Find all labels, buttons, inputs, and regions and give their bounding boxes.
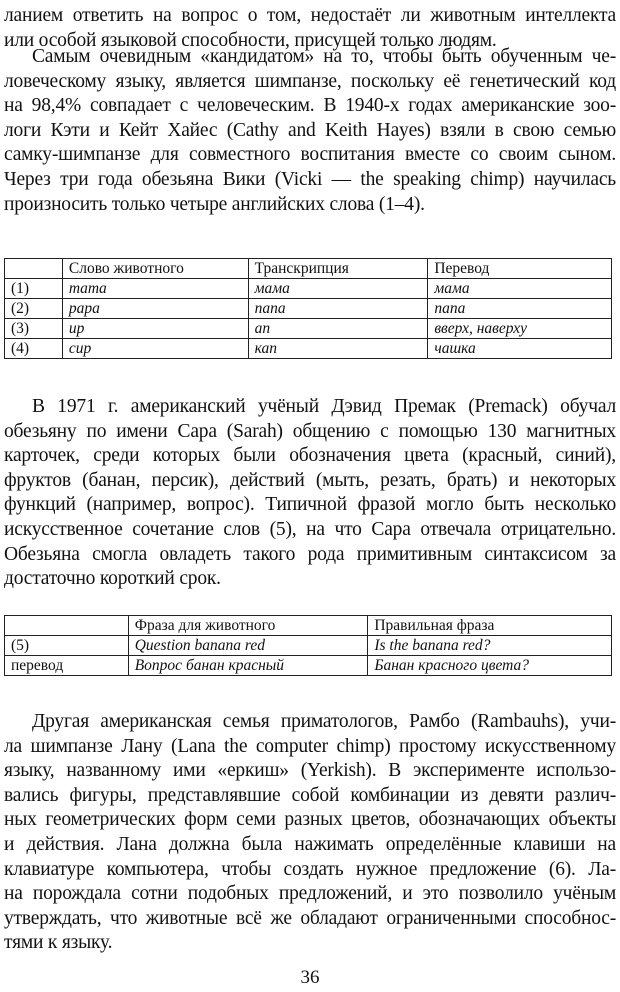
text-line: В 1971 г. американский учёный Дэвид Премак (Premack) обучал [32, 396, 616, 417]
table-cell: (1) [5, 279, 63, 299]
table-header-cell: Транскрипция [248, 259, 428, 279]
table-header-cell [5, 259, 63, 279]
table-cell: ап [248, 319, 428, 339]
phrase-table [4, 615, 612, 676]
text-line: обезьяну по имени Сара (Sarah) общению с помощью 130 магнитных [4, 420, 616, 442]
table-cell: Банан красного цвета? [368, 656, 612, 676]
table-row [5, 279, 612, 299]
text-line: вались фигуры, представлявшие собой комбинации из девяти различ- [4, 784, 616, 806]
table-header-cell: Перевод [428, 259, 612, 279]
table-cell: чашка [428, 339, 612, 359]
table-cell: Is the banana red? [368, 636, 612, 656]
text-line: языку, названному ими «еркиш» (Yerkish). В эксперименте использо- [4, 760, 616, 782]
text-line: искусственное сочетание слов (5), на что Сара отвечала отрицательно. [4, 518, 616, 540]
table-cell: (3) [5, 319, 63, 339]
text-line: ланием ответить на вопрос о том, недостаёт ли животным интеллекта [4, 5, 616, 26]
table-header-cell: Слово животного [62, 259, 248, 279]
text-line: самку-шимпанзе для совместного воспитания вместе со своим сыном. [4, 144, 616, 166]
text-line: или особой языковой способности, присущей только людям. [4, 29, 497, 51]
text-line: фруктов (банан, персик), действий (мыть, резать, брать) и некоторых [4, 469, 616, 491]
table-row [5, 319, 612, 339]
paragraph-3 [4, 395, 616, 592]
text-line: и действия. Лана должна была нажимать определённые клавиши на [4, 833, 616, 855]
text-line: Обезьяна смогла овладеть такого рода примитивным синтаксисом за [4, 543, 616, 565]
text-line: произносить только четыре английских слова (1–4). [4, 193, 425, 215]
table-header-cell [5, 616, 129, 636]
text-line: Самым очевидным «кандидатом» на то, чтобы быть обученным че- [32, 46, 616, 67]
text-line: ла шимпанзе Лану (Lana the computer chimp) простому искусственному [4, 735, 616, 757]
paragraph-2 [4, 45, 616, 217]
page-number: 36 [300, 967, 320, 988]
table-cell: мама [428, 279, 612, 299]
vocabulary-table [4, 258, 612, 359]
table-cell: (4) [5, 339, 63, 359]
table-row [5, 299, 612, 319]
text-line: тями к языку. [4, 932, 113, 954]
paragraph-4 [4, 710, 616, 956]
text-line: клавиатуре компьютера, чтобы создать нужное предложение (6). Ла- [4, 858, 616, 880]
text-line: Другая американская семья приматологов, Рамбо (Rambauhs), учи- [32, 711, 616, 732]
table-cell: кап [248, 339, 428, 359]
text-line: карточек, среди которых были обозначения цвета (красный, синий), [4, 445, 616, 467]
text-line: логи Кэти и Кейт Хайес (Cathy and Keith Hayes) взяли в свою семью [4, 119, 616, 141]
text-line: достаточно короткий срок. [4, 568, 221, 590]
table-cell: Вопрос банан красный [128, 656, 368, 676]
table-cell: (5) [5, 636, 129, 656]
table-cell: cup [62, 339, 248, 359]
table-header-row [5, 259, 612, 279]
text-line: утверждать, что животные всё же обладают ограниченными способнос- [4, 907, 616, 929]
text-line: ловеческому языку, является шимпанзе, поскольку её генетический код [4, 70, 616, 92]
table-cell: Question banana red [128, 636, 368, 656]
table-cell: papa [62, 299, 248, 319]
table-cell: вверх, наверху [428, 319, 612, 339]
text-line: функций (например, вопрос). Типичной фразой могло быть несколько [4, 494, 616, 516]
table-row [5, 636, 612, 656]
table-cell: папа [248, 299, 428, 319]
text-line: на порождала сотни подобных предложений, и это позволило учёным [4, 883, 616, 905]
table-cell: мама [248, 279, 428, 299]
table-cell: up [62, 319, 248, 339]
table-row [5, 656, 612, 676]
table-header-row [5, 616, 612, 636]
table-cell: mama [62, 279, 248, 299]
table-cell: перевод [5, 656, 129, 676]
table-header-cell: Правильная фраза [368, 616, 612, 636]
table-header-cell: Фраза для животного [128, 616, 368, 636]
table-row [5, 339, 612, 359]
table-cell: (2) [5, 299, 63, 319]
text-line: Через три года обезьяна Вики (Vicki — the speaking chimp) научилась [4, 168, 616, 190]
text-line: ных геометрических форм семи разных цветов, обозначающих объекты [4, 809, 616, 831]
table-cell: папа [428, 299, 612, 319]
text-line: на 98,4% совпадает с человеческим. В 1940-х годах американские зоо- [4, 95, 616, 117]
